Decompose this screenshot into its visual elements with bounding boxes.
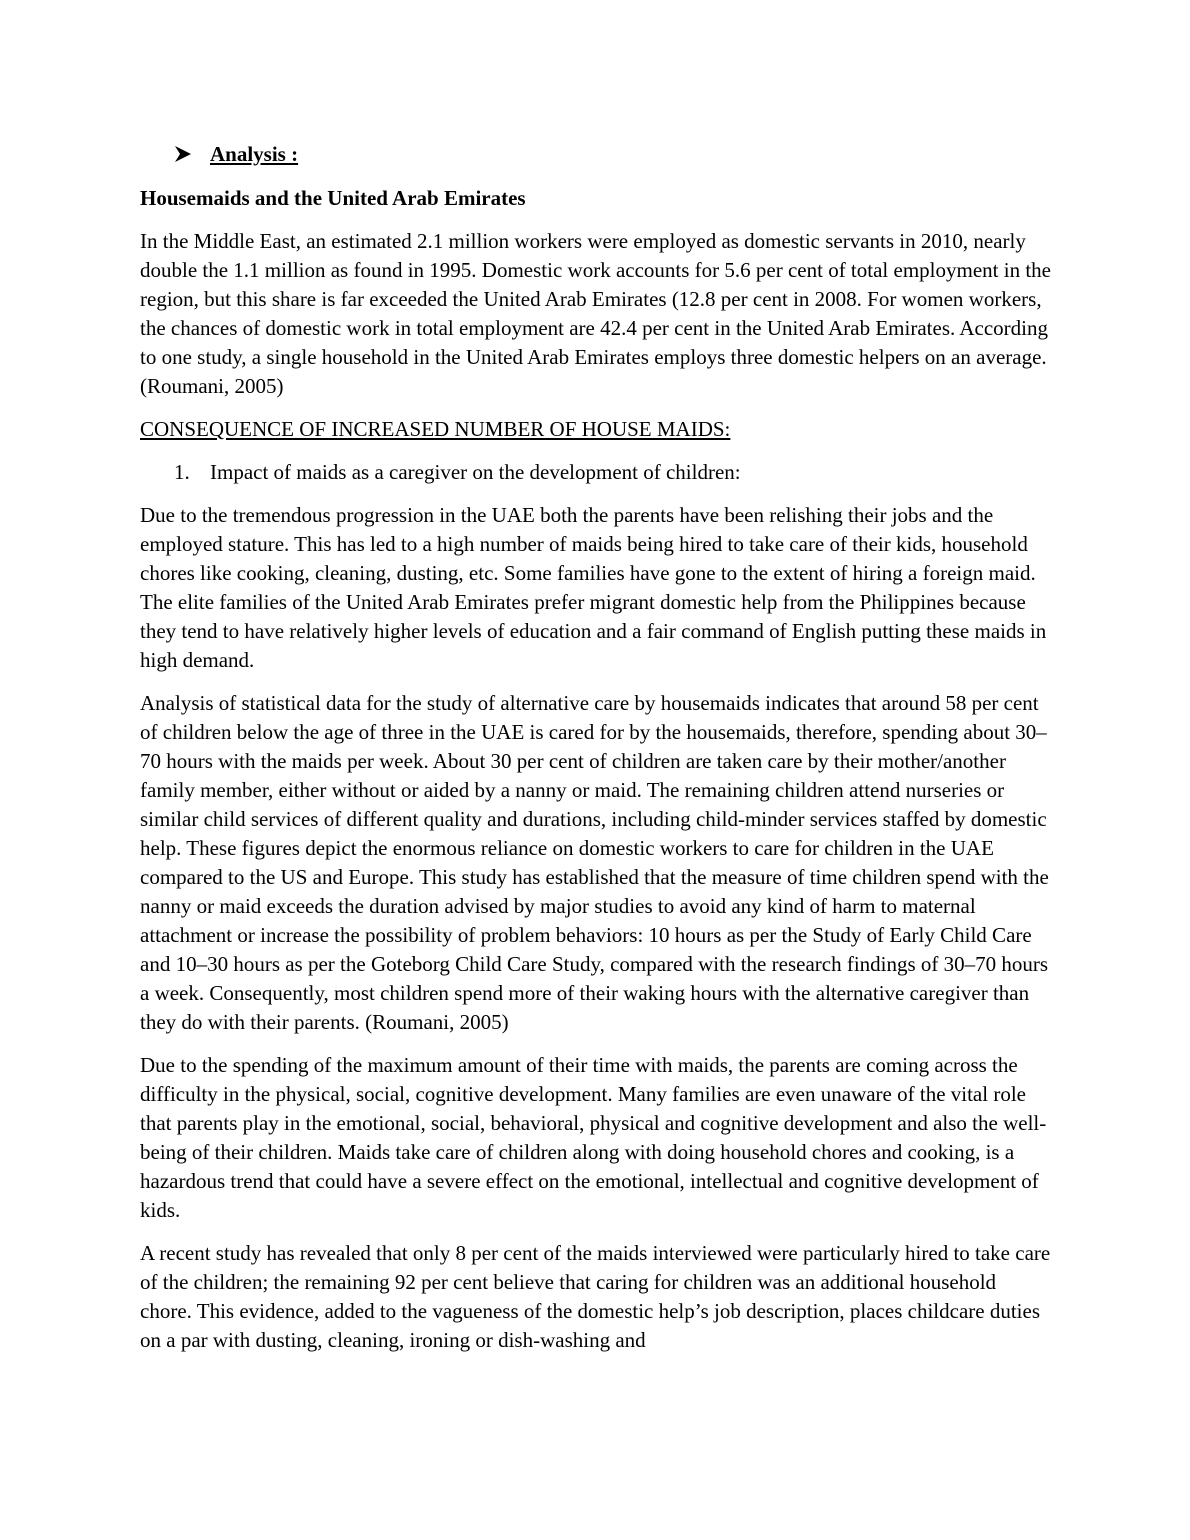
analysis-heading: Analysis : (210, 141, 299, 166)
intro-paragraph: In the Middle East, an estimated 2.1 million workers were employed as domestic servants in 2010, nearly double the 1.1 million as found in 1995. Domestic work accounts for 5.6 per cent of total employment in the region, but this share is far exceeded the United Arab Emirates (12.8 per cent in 2008. For women workers, the chances of domestic work in total employment are 42.4 per cent in the United Arab Emirates. According to one study, a single household in the United Arab Emirates employs three domestic helpers on an average. (Roumani, 2005) (140, 229, 1051, 398)
arrow-bullet-icon (174, 145, 210, 163)
section-subtitle: Housemaids and the United Arab Emirates (140, 186, 526, 210)
list-item-text: Impact of maids as a caregiver on the development of children: (210, 460, 741, 484)
body-paragraph-1: Due to the tremendous progression in the UAE both the parents have been relishing their jobs and the employed stature. This has led to a high number of maids being hired to take care of their kids, household chores like cooking, cleaning, dusting, etc. Some families have gone to the extent of hiring a foreign maid. The elite families of the United Arab Emirates prefer migrant domestic help from the Philippines because they tend to have relatively higher levels of education and a fair command of English putting these maids in high demand. (140, 503, 1047, 672)
body-paragraph-4: A recent study has revealed that only 8 per cent of the maids interviewed were particularly hired to take care of the children; the remaining 92 per cent believe that caring for children was an additional household chore. This evidence, added to the vagueness of the domestic help’s job description, places childcare duties on a par with dusting, cleaning, ironing or dish-washing and (140, 1241, 1051, 1352)
body-paragraph-3: Due to the spending of the maximum amount of their time with maids, the parents are coming across the difficulty in the physical, social, cognitive development. Many families are even unaware of the vital role that parents play in the emotional, social, behavioral, physical and cognitive development and also the well-being of their children. Maids take care of children along with doing household chores and cooking, is a hazardous trend that could have a severe effect on the emotional, intellectual and cognitive development of kids. (140, 1053, 1047, 1222)
consequence-heading: CONSEQUENCE OF INCREASED NUMBER OF HOUSE MAIDS: (140, 417, 731, 441)
analysis-heading-row (174, 138, 1052, 170)
document-page (140, 138, 1052, 1355)
body-paragraph-2: Analysis of statistical data for the study of alternative care by housemaids indicates that around 58 per cent of children below the age of three in the UAE is cared for by the housemaids, therefore, spending about 30–70 hours with the maids per week. About 30 per cent of children are taken care by their mother/another family member, either without or aided by a nanny or maid. The remaining children attend nurseries or similar child services of different quality and durations, including child-minder services staffed by domestic help. These figures depict the enormous reliance on domestic workers to care for children in the UAE compared to the US and Europe. This study has established that the measure of time children spend with the nanny or maid exceeds the duration advised by major studies to avoid any kind of harm to maternal attachment or increase the possibility of problem behaviors: 10 hours as per the Study of Early Child Care and 10–30 hours as per the Goteborg Child Care Study, compared with the research findings of 30–70 hours a week. Consequently, most children spend more of their waking hours with the alternative caregiver than they do with their parents. (Roumani, 2005) (140, 691, 1049, 1034)
list-item-number: 1. (174, 460, 190, 484)
list-item (174, 458, 1052, 487)
